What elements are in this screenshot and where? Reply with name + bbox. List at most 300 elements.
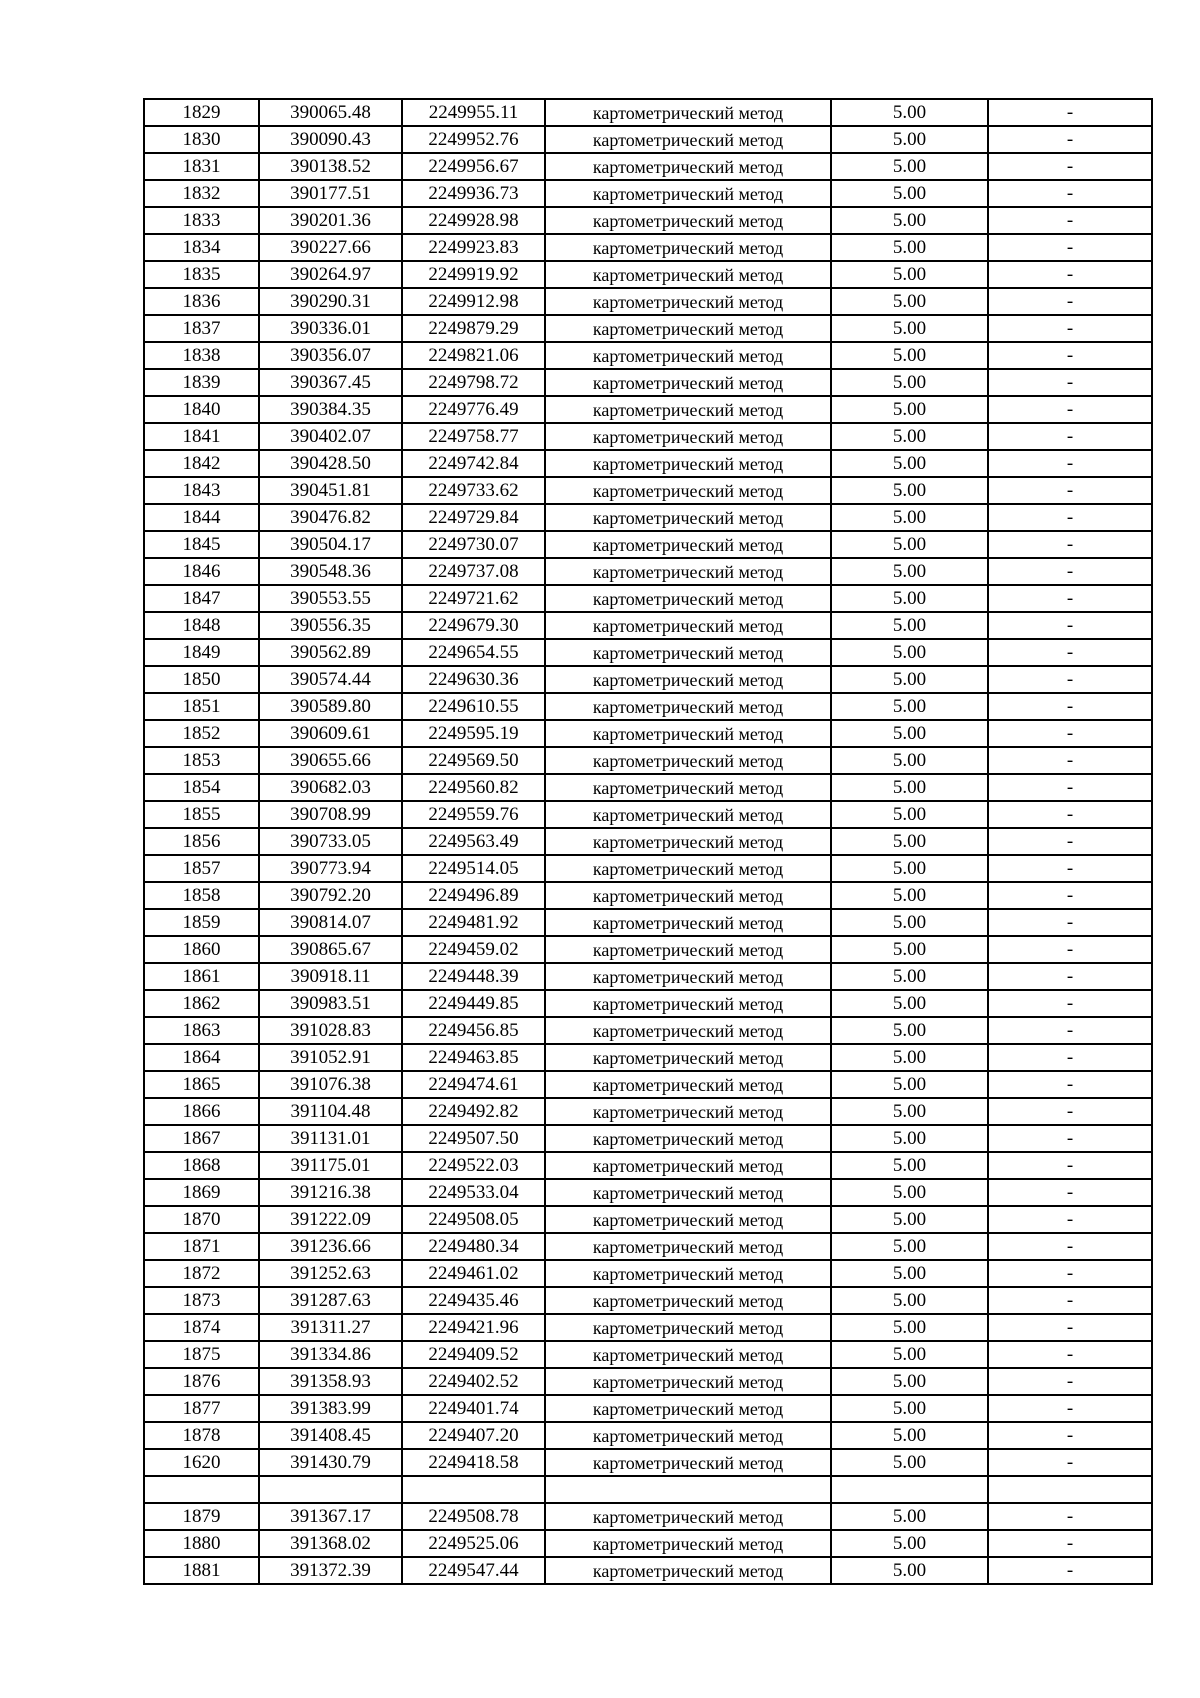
- note-cell: -: [988, 99, 1152, 126]
- y-coordinate-cell: 2249821.06: [402, 342, 545, 369]
- table-row: [144, 99, 1152, 126]
- y-coordinate-cell: 2249560.82: [402, 774, 545, 801]
- note-cell: -: [988, 261, 1152, 288]
- x-coordinate-cell: 390367.45: [259, 369, 402, 396]
- point-number-cell: 1855: [144, 801, 259, 828]
- method-cell: картометрический метод: [545, 1341, 831, 1368]
- table-body: [144, 99, 1152, 1584]
- point-number-cell: 1832: [144, 180, 259, 207]
- method-cell: картометрический метод: [545, 1503, 831, 1530]
- y-coordinate-cell: 2249936.73: [402, 180, 545, 207]
- y-coordinate-cell: 2249955.11: [402, 99, 545, 126]
- accuracy-cell: 5.00: [831, 693, 988, 720]
- y-coordinate-cell: 2249737.08: [402, 558, 545, 585]
- x-coordinate-cell: 390609.61: [259, 720, 402, 747]
- point-number-cell: 1860: [144, 936, 259, 963]
- x-coordinate-cell: 390504.17: [259, 531, 402, 558]
- x-coordinate-cell: 391028.83: [259, 1017, 402, 1044]
- y-coordinate-cell: 2249758.77: [402, 423, 545, 450]
- method-cell: картометрический метод: [545, 153, 831, 180]
- point-number-cell: 1863: [144, 1017, 259, 1044]
- accuracy-cell: 5.00: [831, 963, 988, 990]
- table-row: [144, 396, 1152, 423]
- x-coordinate-cell: 391175.01: [259, 1152, 402, 1179]
- x-coordinate-cell: 391383.99: [259, 1395, 402, 1422]
- method-cell: картометрический метод: [545, 234, 831, 261]
- note-cell: -: [988, 450, 1152, 477]
- table-row: [144, 909, 1152, 936]
- point-number-cell: 1857: [144, 855, 259, 882]
- accuracy-cell: 5.00: [831, 1071, 988, 1098]
- method-cell: картометрический метод: [545, 828, 831, 855]
- y-coordinate-cell: 2249496.89: [402, 882, 545, 909]
- note-cell: -: [988, 585, 1152, 612]
- method-cell: картометрический метод: [545, 477, 831, 504]
- x-coordinate-cell: 391368.02: [259, 1530, 402, 1557]
- accuracy-cell: 5.00: [831, 882, 988, 909]
- x-coordinate-cell: 390290.31: [259, 288, 402, 315]
- x-coordinate-cell: 390177.51: [259, 180, 402, 207]
- method-cell: картометрический метод: [545, 1287, 831, 1314]
- x-coordinate-cell: 391216.38: [259, 1179, 402, 1206]
- y-coordinate-cell: 2249595.19: [402, 720, 545, 747]
- point-number-cell: 1856: [144, 828, 259, 855]
- point-number-cell: 1837: [144, 315, 259, 342]
- table-row: [144, 828, 1152, 855]
- point-number-cell: 1873: [144, 1287, 259, 1314]
- x-coordinate-cell: 390655.66: [259, 747, 402, 774]
- point-number-cell: 1829: [144, 99, 259, 126]
- accuracy-cell: 5.00: [831, 369, 988, 396]
- method-cell: картометрический метод: [545, 99, 831, 126]
- accuracy-cell: 5.00: [831, 99, 988, 126]
- x-coordinate-cell: 390708.99: [259, 801, 402, 828]
- accuracy-cell: 5.00: [831, 1530, 988, 1557]
- accuracy-cell: 5.00: [831, 774, 988, 801]
- point-number-cell: 1840: [144, 396, 259, 423]
- note-cell: -: [988, 909, 1152, 936]
- note-cell: -: [988, 1260, 1152, 1287]
- table-row: [144, 1260, 1152, 1287]
- x-coordinate-cell: 390553.55: [259, 585, 402, 612]
- accuracy-cell: 5.00: [831, 801, 988, 828]
- note-cell: -: [988, 828, 1152, 855]
- note-cell: -: [988, 1314, 1152, 1341]
- note-cell: -: [988, 1341, 1152, 1368]
- point-number-cell: 1877: [144, 1395, 259, 1422]
- method-cell: картометрический метод: [545, 261, 831, 288]
- point-number-cell: 1841: [144, 423, 259, 450]
- x-coordinate-cell: 391372.39: [259, 1557, 402, 1584]
- method-cell: картометрический метод: [545, 990, 831, 1017]
- y-coordinate-cell: 2249409.52: [402, 1341, 545, 1368]
- table-row: [144, 1206, 1152, 1233]
- x-coordinate-cell: 390574.44: [259, 666, 402, 693]
- y-coordinate-cell: 2249912.98: [402, 288, 545, 315]
- x-coordinate-cell: 390065.48: [259, 99, 402, 126]
- point-number-cell: 1833: [144, 207, 259, 234]
- accuracy-cell: [831, 1476, 988, 1503]
- x-coordinate-cell: 390384.35: [259, 396, 402, 423]
- table-row: [144, 450, 1152, 477]
- table-row: [144, 504, 1152, 531]
- x-coordinate-cell: 390264.97: [259, 261, 402, 288]
- x-coordinate-cell: 391287.63: [259, 1287, 402, 1314]
- note-cell: -: [988, 126, 1152, 153]
- table-row: [144, 234, 1152, 261]
- table-row: [144, 1017, 1152, 1044]
- method-cell: картометрический метод: [545, 558, 831, 585]
- accuracy-cell: 5.00: [831, 126, 988, 153]
- x-coordinate-cell: 390428.50: [259, 450, 402, 477]
- accuracy-cell: 5.00: [831, 666, 988, 693]
- note-cell: -: [988, 1125, 1152, 1152]
- accuracy-cell: 5.00: [831, 1017, 988, 1044]
- x-coordinate-cell: 390451.81: [259, 477, 402, 504]
- method-cell: картометрический метод: [545, 1314, 831, 1341]
- table-row: [144, 1503, 1152, 1530]
- note-cell: -: [988, 423, 1152, 450]
- method-cell: картометрический метод: [545, 1152, 831, 1179]
- y-coordinate-cell: 2249879.29: [402, 315, 545, 342]
- x-coordinate-cell: 390792.20: [259, 882, 402, 909]
- point-number-cell: 1852: [144, 720, 259, 747]
- note-cell: -: [988, 1287, 1152, 1314]
- point-number-cell: 1831: [144, 153, 259, 180]
- accuracy-cell: 5.00: [831, 531, 988, 558]
- accuracy-cell: 5.00: [831, 288, 988, 315]
- accuracy-cell: 5.00: [831, 207, 988, 234]
- method-cell: картометрический метод: [545, 963, 831, 990]
- table-row: [144, 423, 1152, 450]
- note-cell: -: [988, 234, 1152, 261]
- note-cell: -: [988, 990, 1152, 1017]
- y-coordinate-cell: 2249508.78: [402, 1503, 545, 1530]
- accuracy-cell: 5.00: [831, 612, 988, 639]
- table-row: [144, 801, 1152, 828]
- y-coordinate-cell: 2249514.05: [402, 855, 545, 882]
- note-cell: -: [988, 612, 1152, 639]
- y-coordinate-cell: 2249956.67: [402, 153, 545, 180]
- point-number-cell: 1830: [144, 126, 259, 153]
- x-coordinate-cell: 391408.45: [259, 1422, 402, 1449]
- x-coordinate-cell: 390562.89: [259, 639, 402, 666]
- y-coordinate-cell: 2249402.52: [402, 1368, 545, 1395]
- table-row: [144, 990, 1152, 1017]
- accuracy-cell: 5.00: [831, 909, 988, 936]
- point-number-cell: 1838: [144, 342, 259, 369]
- table-row: [144, 342, 1152, 369]
- x-coordinate-cell: 390138.52: [259, 153, 402, 180]
- y-coordinate-cell: 2249630.36: [402, 666, 545, 693]
- point-number-cell: 1620: [144, 1449, 259, 1476]
- note-cell: -: [988, 1152, 1152, 1179]
- accuracy-cell: 5.00: [831, 180, 988, 207]
- y-coordinate-cell: 2249559.76: [402, 801, 545, 828]
- accuracy-cell: 5.00: [831, 342, 988, 369]
- table-row: [144, 207, 1152, 234]
- note-cell: -: [988, 558, 1152, 585]
- y-coordinate-cell: 2249463.85: [402, 1044, 545, 1071]
- table-row: [144, 261, 1152, 288]
- table-row: [144, 558, 1152, 585]
- x-coordinate-cell: 391222.09: [259, 1206, 402, 1233]
- empty-separator-row: [144, 1476, 1152, 1503]
- y-coordinate-cell: 2249401.74: [402, 1395, 545, 1422]
- accuracy-cell: 5.00: [831, 558, 988, 585]
- method-cell: картометрический метод: [545, 774, 831, 801]
- y-coordinate-cell: 2249492.82: [402, 1098, 545, 1125]
- method-cell: картометрический метод: [545, 1260, 831, 1287]
- x-coordinate-cell: 391252.63: [259, 1260, 402, 1287]
- note-cell: -: [988, 801, 1152, 828]
- table-row: [144, 1314, 1152, 1341]
- table-row: [144, 1044, 1152, 1071]
- method-cell: картометрический метод: [545, 126, 831, 153]
- table-row: [144, 1395, 1152, 1422]
- method-cell: [545, 1476, 831, 1503]
- accuracy-cell: 5.00: [831, 261, 988, 288]
- x-coordinate-cell: 390201.36: [259, 207, 402, 234]
- table-row: [144, 639, 1152, 666]
- y-coordinate-cell: 2249733.62: [402, 477, 545, 504]
- note-cell: -: [988, 396, 1152, 423]
- y-coordinate-cell: 2249610.55: [402, 693, 545, 720]
- x-coordinate-cell: 390548.36: [259, 558, 402, 585]
- table-row: [144, 288, 1152, 315]
- method-cell: картометрический метод: [545, 396, 831, 423]
- method-cell: картометрический метод: [545, 1125, 831, 1152]
- coordinates-table: [143, 98, 1153, 1585]
- point-number-cell: 1867: [144, 1125, 259, 1152]
- y-coordinate-cell: 2249721.62: [402, 585, 545, 612]
- method-cell: картометрический метод: [545, 747, 831, 774]
- method-cell: картометрический метод: [545, 1449, 831, 1476]
- accuracy-cell: 5.00: [831, 450, 988, 477]
- accuracy-cell: 5.00: [831, 1341, 988, 1368]
- method-cell: картометрический метод: [545, 180, 831, 207]
- y-coordinate-cell: 2249798.72: [402, 369, 545, 396]
- method-cell: картометрический метод: [545, 801, 831, 828]
- x-coordinate-cell: 390733.05: [259, 828, 402, 855]
- note-cell: -: [988, 288, 1152, 315]
- point-number-cell: 1835: [144, 261, 259, 288]
- note-cell: -: [988, 1044, 1152, 1071]
- note-cell: -: [988, 369, 1152, 396]
- method-cell: картометрический метод: [545, 693, 831, 720]
- accuracy-cell: 5.00: [831, 1206, 988, 1233]
- point-number-cell: 1870: [144, 1206, 259, 1233]
- point-number-cell: 1861: [144, 963, 259, 990]
- note-cell: -: [988, 1557, 1152, 1584]
- note-cell: -: [988, 342, 1152, 369]
- note-cell: -: [988, 153, 1152, 180]
- method-cell: картометрический метод: [545, 1395, 831, 1422]
- method-cell: картометрический метод: [545, 1368, 831, 1395]
- table-row: [144, 153, 1152, 180]
- note-cell: -: [988, 477, 1152, 504]
- point-number-cell: 1839: [144, 369, 259, 396]
- table-row: [144, 855, 1152, 882]
- accuracy-cell: 5.00: [831, 720, 988, 747]
- table-row: [144, 531, 1152, 558]
- table-row: [144, 1449, 1152, 1476]
- y-coordinate-cell: [402, 1476, 545, 1503]
- note-cell: -: [988, 1395, 1152, 1422]
- method-cell: картометрический метод: [545, 450, 831, 477]
- accuracy-cell: 5.00: [831, 1152, 988, 1179]
- table-row: [144, 1530, 1152, 1557]
- table-row: [144, 1233, 1152, 1260]
- method-cell: картометрический метод: [545, 423, 831, 450]
- point-number-cell: 1834: [144, 234, 259, 261]
- y-coordinate-cell: 2249435.46: [402, 1287, 545, 1314]
- point-number-cell: 1869: [144, 1179, 259, 1206]
- method-cell: картометрический метод: [545, 1557, 831, 1584]
- method-cell: картометрический метод: [545, 882, 831, 909]
- accuracy-cell: 5.00: [831, 747, 988, 774]
- accuracy-cell: 5.00: [831, 639, 988, 666]
- y-coordinate-cell: 2249522.03: [402, 1152, 545, 1179]
- point-number-cell: 1847: [144, 585, 259, 612]
- note-cell: -: [988, 1017, 1152, 1044]
- y-coordinate-cell: 2249563.49: [402, 828, 545, 855]
- x-coordinate-cell: 390336.01: [259, 315, 402, 342]
- note-cell: -: [988, 1422, 1152, 1449]
- y-coordinate-cell: 2249569.50: [402, 747, 545, 774]
- accuracy-cell: 5.00: [831, 1044, 988, 1071]
- method-cell: картометрический метод: [545, 1071, 831, 1098]
- y-coordinate-cell: 2249952.76: [402, 126, 545, 153]
- accuracy-cell: 5.00: [831, 1287, 988, 1314]
- table-row: [144, 666, 1152, 693]
- point-number-cell: 1859: [144, 909, 259, 936]
- table-row: [144, 1152, 1152, 1179]
- accuracy-cell: 5.00: [831, 477, 988, 504]
- x-coordinate-cell: 390402.07: [259, 423, 402, 450]
- note-cell: -: [988, 666, 1152, 693]
- y-coordinate-cell: 2249459.02: [402, 936, 545, 963]
- method-cell: картометрический метод: [545, 936, 831, 963]
- y-coordinate-cell: 2249547.44: [402, 1557, 545, 1584]
- point-number-cell: 1851: [144, 693, 259, 720]
- table-row: [144, 585, 1152, 612]
- accuracy-cell: 5.00: [831, 828, 988, 855]
- note-cell: -: [988, 1449, 1152, 1476]
- y-coordinate-cell: 2249533.04: [402, 1179, 545, 1206]
- table-row: [144, 612, 1152, 639]
- x-coordinate-cell: 390814.07: [259, 909, 402, 936]
- y-coordinate-cell: 2249776.49: [402, 396, 545, 423]
- accuracy-cell: 5.00: [831, 1125, 988, 1152]
- note-cell: -: [988, 1368, 1152, 1395]
- method-cell: картометрический метод: [545, 1530, 831, 1557]
- y-coordinate-cell: 2249418.58: [402, 1449, 545, 1476]
- note-cell: -: [988, 855, 1152, 882]
- y-coordinate-cell: 2249481.92: [402, 909, 545, 936]
- table-row: [144, 1422, 1152, 1449]
- y-coordinate-cell: 2249923.83: [402, 234, 545, 261]
- table-row: [144, 720, 1152, 747]
- method-cell: картометрический метод: [545, 612, 831, 639]
- x-coordinate-cell: 390682.03: [259, 774, 402, 801]
- note-cell: -: [988, 315, 1152, 342]
- note-cell: -: [988, 882, 1152, 909]
- y-coordinate-cell: 2249679.30: [402, 612, 545, 639]
- accuracy-cell: 5.00: [831, 396, 988, 423]
- point-number-cell: 1858: [144, 882, 259, 909]
- table-row: [144, 369, 1152, 396]
- x-coordinate-cell: 391131.01: [259, 1125, 402, 1152]
- point-number-cell: 1842: [144, 450, 259, 477]
- note-cell: -: [988, 774, 1152, 801]
- y-coordinate-cell: 2249729.84: [402, 504, 545, 531]
- accuracy-cell: 5.00: [831, 1449, 988, 1476]
- method-cell: картометрический метод: [545, 855, 831, 882]
- note-cell: -: [988, 720, 1152, 747]
- y-coordinate-cell: 2249730.07: [402, 531, 545, 558]
- note-cell: -: [988, 1233, 1152, 1260]
- accuracy-cell: 5.00: [831, 855, 988, 882]
- x-coordinate-cell: 390773.94: [259, 855, 402, 882]
- note-cell: -: [988, 639, 1152, 666]
- table-row: [144, 1557, 1152, 1584]
- x-coordinate-cell: 391367.17: [259, 1503, 402, 1530]
- x-coordinate-cell: 390356.07: [259, 342, 402, 369]
- note-cell: -: [988, 1071, 1152, 1098]
- accuracy-cell: 5.00: [831, 1260, 988, 1287]
- point-number-cell: 1846: [144, 558, 259, 585]
- point-number-cell: 1868: [144, 1152, 259, 1179]
- point-number-cell: 1854: [144, 774, 259, 801]
- note-cell: -: [988, 963, 1152, 990]
- note-cell: -: [988, 1530, 1152, 1557]
- x-coordinate-cell: 390918.11: [259, 963, 402, 990]
- point-number-cell: 1878: [144, 1422, 259, 1449]
- point-number-cell: [144, 1476, 259, 1503]
- note-cell: -: [988, 504, 1152, 531]
- note-cell: -: [988, 1179, 1152, 1206]
- note-cell: -: [988, 1503, 1152, 1530]
- note-cell: -: [988, 531, 1152, 558]
- point-number-cell: 1862: [144, 990, 259, 1017]
- accuracy-cell: 5.00: [831, 1395, 988, 1422]
- table-row: [144, 126, 1152, 153]
- note-cell: -: [988, 1098, 1152, 1125]
- x-coordinate-cell: 391430.79: [259, 1449, 402, 1476]
- method-cell: картометрический метод: [545, 720, 831, 747]
- x-coordinate-cell: 391358.93: [259, 1368, 402, 1395]
- table-row: [144, 1368, 1152, 1395]
- x-coordinate-cell: 390983.51: [259, 990, 402, 1017]
- method-cell: картометрический метод: [545, 504, 831, 531]
- note-cell: -: [988, 1206, 1152, 1233]
- note-cell: [988, 1476, 1152, 1503]
- table-row: [144, 882, 1152, 909]
- table-row: [144, 747, 1152, 774]
- y-coordinate-cell: 2249456.85: [402, 1017, 545, 1044]
- table-row: [144, 1071, 1152, 1098]
- method-cell: картометрический метод: [545, 909, 831, 936]
- y-coordinate-cell: 2249480.34: [402, 1233, 545, 1260]
- x-coordinate-cell: 390090.43: [259, 126, 402, 153]
- y-coordinate-cell: 2249525.06: [402, 1530, 545, 1557]
- point-number-cell: 1853: [144, 747, 259, 774]
- table-row: [144, 693, 1152, 720]
- point-number-cell: 1876: [144, 1368, 259, 1395]
- table-row: [144, 1287, 1152, 1314]
- x-coordinate-cell: 390865.67: [259, 936, 402, 963]
